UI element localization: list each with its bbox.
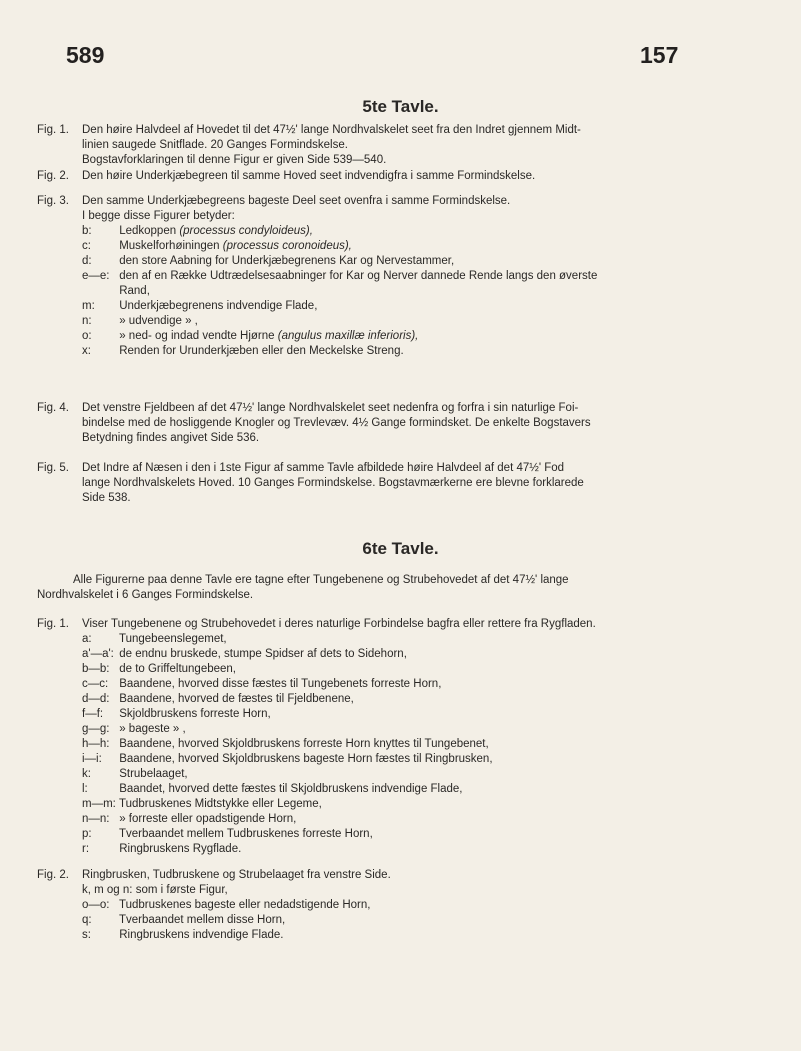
definition-text: » udvendige » , [119,315,198,327]
figure-label: Fig. 1. [37,618,69,630]
definition-item [82,344,777,359]
definition-item [82,752,777,767]
definition-item [82,269,777,284]
definition-item [82,707,777,722]
definition-item [82,883,777,898]
text-line: linien saugede Snitflade. 20 Ganges Formindskelse. [82,139,348,151]
text-line: lange Nordhvalskelets Hoved. 10 Ganges Formindskelse. Bogstavmærkerne ere blevne forklarede [82,477,584,489]
definition-item [82,254,777,269]
definition-key: d—d: [82,693,110,705]
definition-item [82,767,777,782]
definition-text: Ledkoppen [119,225,180,237]
definition-key: k, m og n: [82,884,133,896]
definition-text: Baandene, hvorved de fæstes til Fjeldbenene, [119,693,354,705]
definition-item [82,677,777,692]
definition-list [82,224,777,359]
definition-item [82,913,777,928]
definition-key: d: [82,255,92,267]
definition-text: Ringbruskens Rygflade. [119,843,242,855]
definition-key: m: [82,300,95,312]
definition-item [82,314,777,329]
definition-text: Baandene, hvorved Skjoldbruskens forreste Horn knyttes til Tungebenet, [119,738,489,750]
text-line: Den høire Underkjæbegreen til samme Hoved seet indvendigfra i samme Formindskelse. [82,170,536,182]
definition-text: » ned- og indad vendte Hjørne [119,330,278,342]
definition-text: Ringbruskens indvendige Flade. [119,929,284,941]
text-line: bindelse med de hosliggende Knogler og Trevlevæv. 4½ Gange formindsket. De enkelte Bogstavers [82,417,591,429]
figure-entry [37,401,777,446]
definition-text: Baandene, hvorved disse fæstes til Tungebenets forreste Horn, [119,678,442,690]
definition-key: o—o: [82,899,110,911]
figure-entry [37,617,777,857]
definition-text: (processus condyloideus), [179,225,313,237]
figure-label: Fig. 2. [37,869,69,881]
definition-key: b: [82,225,92,237]
text-line: Den samme Underkjæbegreens bageste Deel seet ovenfra i samme Formindskelse. [82,195,511,207]
page-number-left: 589 [66,42,105,68]
definition-item [82,692,777,707]
figure-entry [37,868,777,943]
definition-key: l: [82,783,88,795]
definition-text: Tverbaandet mellem disse Horn, [119,914,286,926]
definition-item [82,737,777,752]
definition-text: Skjoldbruskens forreste Horn, [119,708,271,720]
definition-key: n: [82,315,92,327]
definition-text: Tudbruskenes Midtstykke eller Legeme, [119,798,322,810]
figure-label: Fig. 5. [37,462,69,474]
definition-item [82,812,777,827]
definition-text: som i første Figur, [135,884,228,896]
definition-item [82,239,777,254]
definition-key: s: [82,929,91,941]
definition-text: (processus coronoideus), [222,240,352,252]
definition-key: c: [82,240,91,252]
definition-item [82,797,777,812]
definition-key: c—c: [82,678,109,690]
definition-key: a: [82,633,92,645]
definition-text: Tungebeenslegemet, [119,633,227,645]
definition-item [82,329,777,344]
definition-key: f—f: [82,708,104,720]
section-title-6: 6te Tavle. [362,539,439,558]
definition-text: Baandet, hvorved dette fæstes til Skjoldbruskens indvendige Flade, [119,783,463,795]
definition-key: i—i: [82,753,102,765]
text-line: Viser Tungebenene og Strubehovedet i deres naturlige Forbindelse bagfra eller rettere fra Rygfladen. [82,618,596,630]
definition-key: e—e: [82,270,110,282]
definition-item [82,224,777,239]
definition-key: g—g: [82,723,110,735]
definition-text: Renden for Urunderkjæben eller den Meckelske Streng. [119,345,404,357]
definition-key: r: [82,843,90,855]
definition-text: » forreste eller opadstigende Horn, [119,813,297,825]
definition-key: o: [82,330,92,342]
definition-key: n—n: [82,813,110,825]
definition-list [82,883,777,943]
definition-text: Underkjæbegrenens indvendige Flade, [119,300,318,312]
definition-text: den store Aabning for Underkjæbegrenens Kar og Nervestammer, [119,255,455,267]
text-line: Betydning findes angivet Side 536. [82,432,260,444]
definition-text: Rand, [119,285,150,297]
definition-text: (angulus maxillæ inferioris), [277,330,419,342]
text-line: Ringbrusken, Tudbruskene og Strubelaaget fra venstre Side. [82,869,391,881]
figure-entry [37,461,777,506]
figure-entry [37,194,777,359]
definition-key: m—m: [82,798,116,810]
definition-item [82,842,777,857]
definition-text: Baandene, hvorved Skjoldbruskens bageste Horn fæstes til Ringbrusken, [119,753,493,765]
text-line: Det Indre af Næsen i den i 1ste Figur af samme Tavle afbildede høire Halvdeel af det 47½' Fod [82,462,565,474]
text-line: Bogstavforklaringen til denne Figur er given Side 539—540. [82,154,387,166]
definition-item [82,647,777,662]
definition-item [82,722,777,737]
definition-item [82,662,777,677]
definition-text: Tverbaandet mellem Tudbruskenes forreste Horn, [119,828,373,840]
definition-text: de to Griffeltungebeen, [119,663,236,675]
definition-item [82,284,777,299]
definition-key: b—b: [82,663,110,675]
definition-text: Muskelforhøiningen [119,240,223,252]
definition-key: q: [82,914,92,926]
definition-list [82,632,777,857]
figure-entry [37,169,777,184]
definition-key: a'—a': [82,648,114,660]
definition-text: de endnu bruskede, stumpe Spidser af dets to Sidehorn, [119,648,407,660]
definition-key: k: [82,768,91,780]
text-line: Alle Figurerne paa denne Tavle ere tagne efter Tungebenene og Strubehovedet af det 47½' lange [73,574,569,586]
section-title-5: 5te Tavle. [362,97,439,116]
figure-entry [37,123,777,168]
page-number-right: 157 [640,42,679,68]
figure-label: Fig. 1. [37,124,69,136]
figure-label: Fig. 2. [37,170,69,182]
definition-text: Strubelaaget, [119,768,188,780]
definition-item [82,928,777,943]
definition-text: Tudbruskenes bageste eller nedadstigende Horn, [119,899,371,911]
definition-item [82,299,777,314]
text-line: I begge disse Figurer betyder: [82,210,235,222]
text-line: Den høire Halvdeel af Hovedet til det 47½' lange Nordhvalskelet seet fra den Indret gjennem Midt- [82,124,581,136]
figure-label: Fig. 3. [37,195,69,207]
definition-text: » bageste » , [119,723,186,735]
figure-label: Fig. 4. [37,402,69,414]
definition-text: den af en Række Udtrædelsesaabninger for Kar og Nerver dannede Rende langs den øverste [119,270,598,282]
definition-item [82,827,777,842]
definition-item [82,782,777,797]
definition-key: h—h: [82,738,110,750]
text-line: Det venstre Fjeldbeen af det 47½' lange Nordhvalskelet seet nedenfra og forfra i sin naturlige Foi- [82,402,579,414]
intro-paragraph [37,573,777,603]
definition-item [82,632,777,647]
text-line: Side 538. [82,492,131,504]
definition-item [82,898,777,913]
text-line: Nordhvalskelet i 6 Ganges Formindskelse. [37,589,254,601]
definition-key: x: [82,345,91,357]
definition-key: p: [82,828,92,840]
